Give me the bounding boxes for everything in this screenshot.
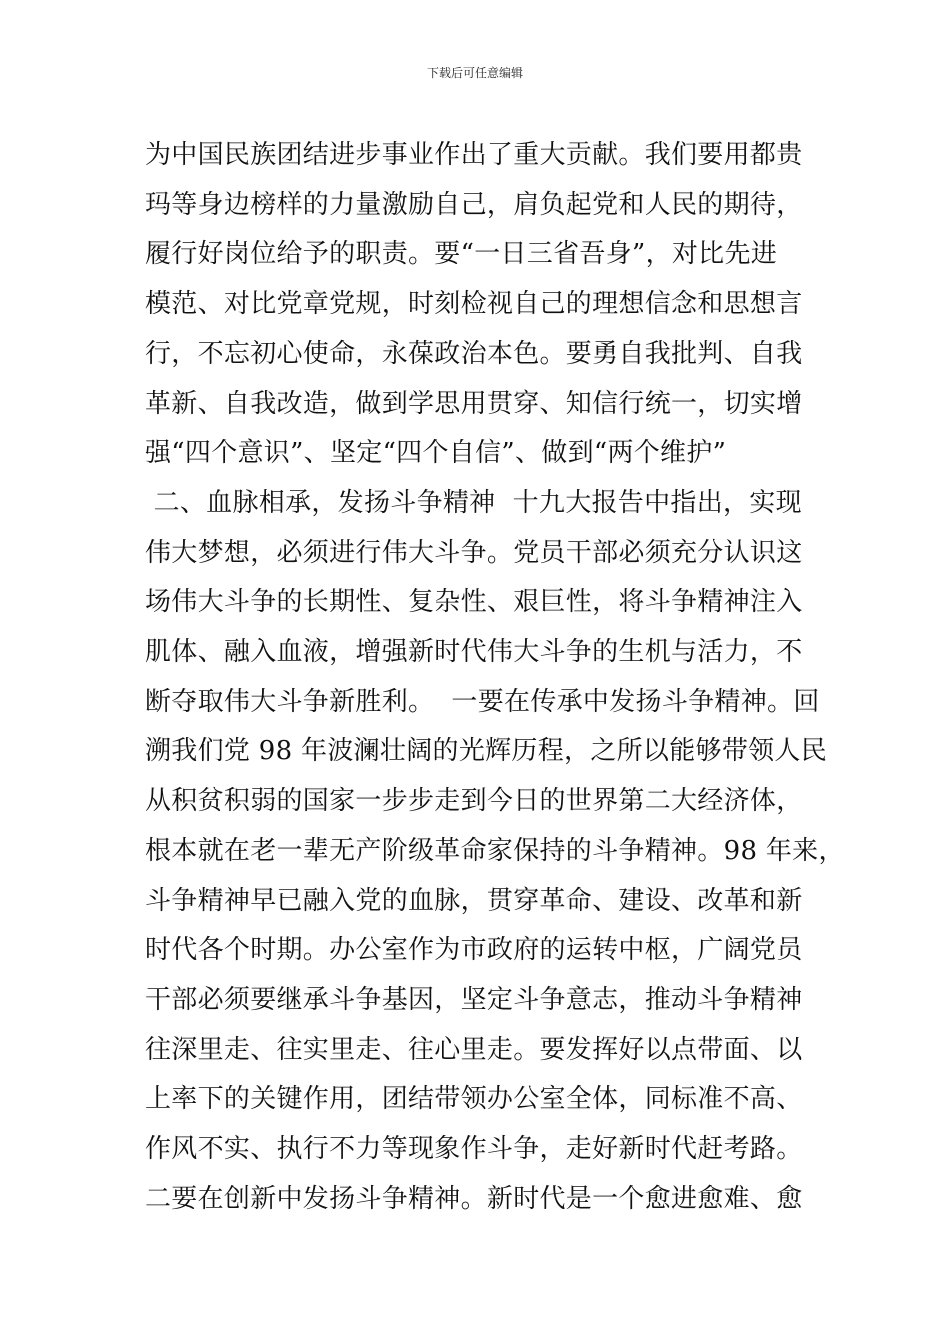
text-line: 革新、自我改造，做到学思用贯穿、知信行统一，切实增 — [145, 388, 803, 419]
text-line: 斗争精神早已融入党的血脉，贯穿革命、建设、改革和新 — [145, 885, 803, 916]
page-header-note: 下载后可任意编辑 — [426, 66, 523, 80]
text-line: 往深里走、往实里走、往心里走。要发挥好以点带面、以 — [145, 1034, 803, 1065]
text-line: 场伟大斗争的长期性、复杂性、艰巨性，将斗争精神注入 — [145, 587, 803, 618]
text-line: 干部必须要继承斗争基因，坚定斗争意志，推动斗争精神 — [145, 984, 803, 1015]
text-line: 二要在创新中发扬斗争精神。新时代是一个愈进愈难、愈 — [145, 1183, 803, 1214]
text-line: 行，不忘初心使命，永葆政治本色。要勇自我批判、自我 — [145, 338, 803, 369]
text-line: 上率下的关键作用，团结带领办公室全体，同标准不高、 — [145, 1084, 803, 1115]
text-line: 为中国民族团结进步事业作出了重大贡献。我们要用都贵 — [145, 140, 803, 170]
text-line: 溯我们党 98 年波澜壮阔的光辉历程，之所以能够带领人民 — [145, 736, 828, 767]
text-line: 断夺取伟大斗争新胜利。 一要在传承中发扬斗争精神。回 — [145, 686, 820, 717]
text-line: 作风不实、执行不力等现象作斗争，走好新时代赶考路。 — [145, 1134, 803, 1164]
text-line: 时代各个时期。办公室作为市政府的运转中枢，广阔党员 — [145, 935, 803, 966]
text-line: 二、血脉相承，发扬斗争精神 十九大报告中指出，实现 — [145, 487, 802, 518]
text-line: 模范、对比党章党规，时刻检视自己的理想信念和思想言 — [145, 289, 803, 320]
text-line: 肌体、融入血液，增强新时代伟大斗争的生机与活力，不 — [145, 637, 803, 667]
text-line: 根本就在老一辈无产阶级革命家保持的斗争精神。98 年来， — [145, 835, 845, 866]
text-line: 履行好岗位给予的职责。要“一日三省吾身”，对比先进 — [145, 239, 778, 270]
text-line: 伟大梦想，必须进行伟大斗争。党员干部必须充分认识这 — [145, 537, 803, 568]
text-line: 玛等身边榜样的力量激励自己，肩负起党和人民的期待， — [145, 189, 803, 220]
text-line: 强“四个意识”、坚定“四个自信”、做到“两个维护” — [145, 438, 727, 469]
text-line: 从积贫积弱的国家一步步走到今日的世界第二大经济体， — [145, 786, 803, 817]
